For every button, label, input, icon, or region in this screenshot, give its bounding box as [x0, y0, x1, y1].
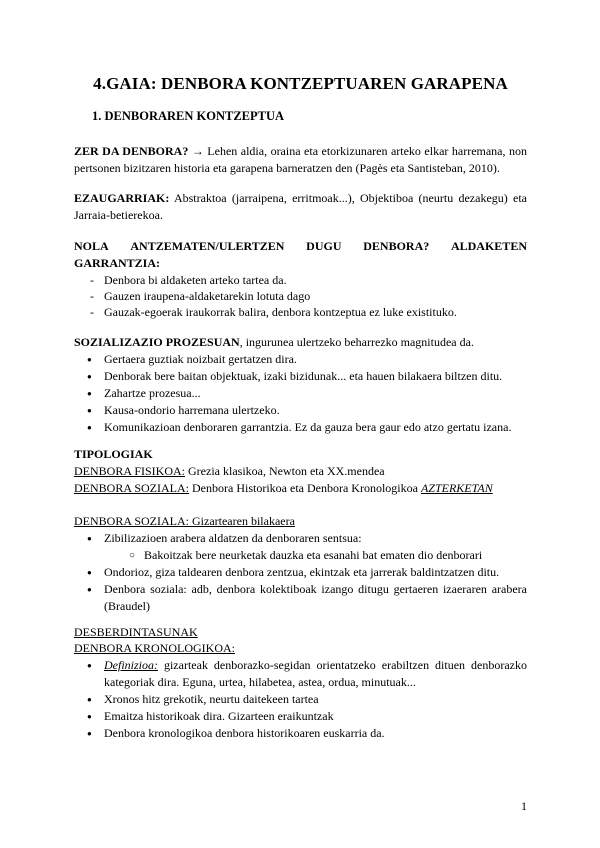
sozial-text: , ingurunea ulertzeko beharrezko magnitudea da. — [239, 335, 474, 349]
tipologiak-heading: TIPOLOGIAK — [74, 447, 153, 461]
list-item: ● Gertaera guztiak noizbait gertatzen dira. — [74, 351, 527, 368]
list-item: ● Komunikazioan denboraren garrantzia. Ez da gauza bera gaur edo atzo gertatu izana. — [74, 419, 527, 436]
list-item: ● Denbora kronologikoa denbora historikoaren euskarria da. — [74, 725, 527, 742]
zer-text: Lehen aldia, oraina eta etorkizunaren arteko elkar harremana, non pertsonen bizitzaren historia eta garapena barneratzen den (Pagès eta Santisteban, 2010). — [74, 144, 527, 175]
list-item: - Denbora bi aldaketen arteko tartea da. — [74, 272, 527, 288]
nola-heading — [74, 238, 527, 272]
list-item: ● Ondorioz, gizа taldearen denbora zentzua, ekintzak eta jarrerak baldintzatzen ditu. — [74, 564, 527, 581]
azterketan-note: AZTERKETAN — [420, 481, 493, 495]
page-number: 1 — [521, 799, 527, 813]
kron-heading: DENBORA KRONOLOGIKOA: — [74, 641, 235, 655]
fisikoa-line — [74, 463, 527, 480]
zer-label: ZER DA DENBORA? — [74, 144, 189, 158]
soziala-label: DENBORA SOZIALA: — [74, 481, 190, 495]
nola-word: DENBORA? — [363, 239, 430, 253]
soziala-text: Denbora Historikoa eta Denbora Kronologikoa — [189, 481, 421, 495]
page-title: 4.GAIA: DENBORA KONTZEPTUAREN GARAPENA — [93, 74, 508, 93]
def-label: Definizioa: — [104, 658, 158, 672]
list-item: ● Zahartze prozesua... — [74, 385, 527, 402]
soziala2-sublist — [74, 547, 527, 564]
list-item: ○ Bakoitzak bere neurketak dauzka eta esanahi bat ematen dio denborari — [74, 547, 527, 564]
soziala2-list-2 — [74, 564, 527, 615]
sozial-list — [74, 351, 527, 436]
sozial-label: SOZIALIZAZIO PROZESUAN — [74, 335, 240, 349]
list-item: ● Emaitza historikoak dira. Gizarteen eraikuntzak — [74, 708, 527, 725]
list-item: ● Kausa-ondorio harremana ulertzeko. — [74, 402, 527, 419]
nola-word: NOLA — [74, 239, 109, 253]
soziala-line — [74, 480, 527, 497]
tipologiak-block — [74, 446, 527, 497]
nola-word: ANTZEMATEN/ULERTZEN — [130, 239, 285, 253]
arrow-icon: → — [191, 144, 204, 158]
ezaug-text: Abstraktoa (jarraipena, erritmoak...), Objektiboa (neurtu dezakegu) eta Jarraia-betierekoa. — [74, 191, 528, 222]
list-item: ● Xronos hitz grekotik, neurtu daitekeen tartea — [74, 691, 527, 708]
list-item: - Gauzen iraupena-aldaketarekin lotuta dago — [74, 288, 527, 304]
soziala2-heading: DENBORA SOZIALA: Gizartearen bilakaera — [74, 514, 295, 528]
nola-word: ALDAKETEN — [450, 239, 527, 253]
ezaug-paragraph — [74, 190, 527, 224]
fisikoa-text: Grezia klasikoa, Newton eta XX.mendea — [185, 464, 385, 478]
list-item: ● Zibilizazioen arabera aldatzen da denboraren sentsua: — [74, 530, 527, 547]
list-item: ● Denbora soziala: adb, denbora kolektiboak izango ditugu gertaeren izaeraren arabera (Braudel) — [74, 581, 527, 615]
nola-word: DUGU — [306, 239, 342, 253]
nola-list — [74, 272, 527, 320]
nola-line2: GARRANTZIA: — [74, 256, 161, 270]
list-item: ● Denborak bere baitan objektuak, izaki bizidunak... eta hauen bilakaera biltzen ditu. — [74, 368, 527, 385]
sozial-paragraph — [74, 334, 527, 351]
section-heading: 1. DENBORAREN KONTZEPTUA — [92, 109, 285, 123]
soziala2-list — [74, 530, 527, 547]
ezaug-label: EZAUGARRIAK: — [74, 191, 170, 205]
list-item: - Gauzak-egoerak iraukorrak balira, denbora kontzeptua ez luke existituko. — [74, 304, 527, 320]
list-item — [74, 657, 527, 691]
zer-paragraph — [74, 143, 527, 177]
fisikoa-label: DENBORA FISIKOA: — [74, 464, 186, 478]
desberd-heading: DESBERDINTASUNAK — [74, 625, 198, 639]
desberd-list — [74, 657, 527, 742]
def-text: gizarteak denborazko-segidan orientatzeko erabiltzen dituen denborazko kategoriak dira. Eguna, urtea, hilabetea, astea, ordua, minutuak... — [104, 658, 527, 689]
